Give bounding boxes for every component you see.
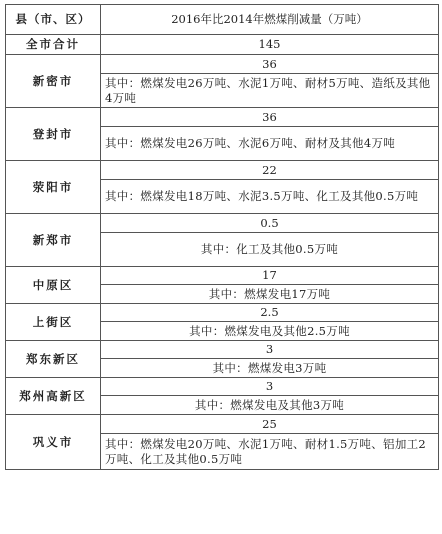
county-name: 新密市 xyxy=(6,55,101,108)
county-name: 郑州高新区 xyxy=(6,378,101,415)
header-row xyxy=(6,5,439,35)
county-name: 中原区 xyxy=(6,267,101,304)
county-name: 郑东新区 xyxy=(6,341,101,378)
reduction-value: 0.5 xyxy=(101,214,439,233)
reduction-table xyxy=(5,4,439,470)
table-row xyxy=(6,161,439,180)
table-row xyxy=(6,55,439,74)
table-row xyxy=(6,214,439,233)
reduction-detail: 其中：化工及其他0.5万吨 xyxy=(101,233,439,267)
total-row xyxy=(6,35,439,55)
reduction-detail: 其中：燃煤发电26万吨、水泥6万吨、耐材及其他4万吨 xyxy=(101,127,439,161)
reduction-value: 17 xyxy=(101,267,439,285)
table-row xyxy=(6,267,439,285)
county-name: 新郑市 xyxy=(6,214,101,267)
table-row xyxy=(6,415,439,434)
reduction-value: 25 xyxy=(101,415,439,434)
reduction-detail: 其中：燃煤发电26万吨、水泥1万吨、耐材5万吨、造纸及其他4万吨 xyxy=(101,74,439,108)
table-row xyxy=(6,341,439,359)
county-name: 荥阳市 xyxy=(6,161,101,214)
reduction-value: 36 xyxy=(101,108,439,127)
county-name: 登封市 xyxy=(6,108,101,161)
county-name: 上街区 xyxy=(6,304,101,341)
county-name: 巩义市 xyxy=(6,415,101,470)
county-header: 县（市、区） xyxy=(6,5,101,35)
reduction-detail: 其中：燃煤发电及其他2.5万吨 xyxy=(101,322,439,341)
reduction-detail: 其中：燃煤发电18万吨、水泥3.5万吨、化工及其他0.5万吨 xyxy=(101,180,439,214)
reduction-value: 3 xyxy=(101,378,439,396)
table-row xyxy=(6,304,439,322)
reduction-detail: 其中：燃煤发电3万吨 xyxy=(101,359,439,378)
table-row xyxy=(6,108,439,127)
reduction-value: 36 xyxy=(101,55,439,74)
reduction-detail: 其中：燃煤发电20万吨、水泥1万吨、耐材1.5万吨、铝加工2万吨、化工及其他0.5万吨 xyxy=(101,434,439,470)
reduction-value: 22 xyxy=(101,161,439,180)
value-header: 2016年比2014年燃煤削减量（万吨） xyxy=(101,5,439,35)
table-row xyxy=(6,378,439,396)
reduction-detail: 其中：燃煤发电及其他3万吨 xyxy=(101,396,439,415)
reduction-detail: 其中：燃煤发电17万吨 xyxy=(101,285,439,304)
total-label: 全市合计 xyxy=(6,35,101,55)
reduction-value: 3 xyxy=(101,341,439,359)
reduction-value: 2.5 xyxy=(101,304,439,322)
total-value: 145 xyxy=(101,35,439,55)
